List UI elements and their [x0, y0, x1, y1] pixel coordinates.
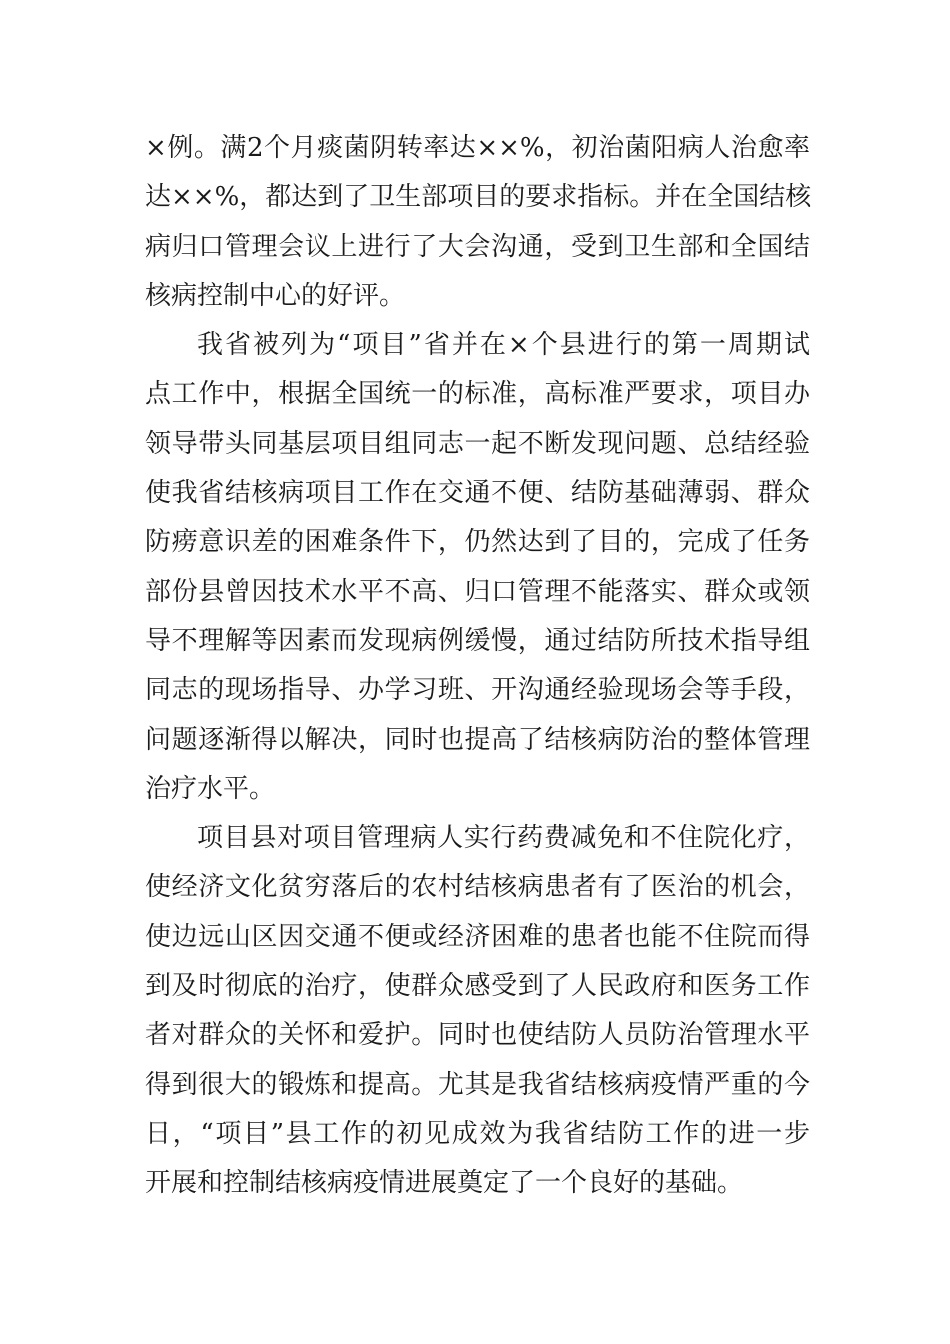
- paragraph-3: [145, 814, 810, 1208]
- text-line: 核病控制中心的好评。: [145, 280, 406, 311]
- text-line: 问题逐渐得以解决，同时也提高了结核病防治的整体管理: [145, 724, 810, 755]
- paragraph-2: [145, 321, 810, 814]
- text-line: 日，“项目”县工作的初见成效为我省结防工作的进一步: [145, 1118, 810, 1149]
- text-line: ×例。满2个月痰菌阴转率达××%，初治菌阳病人治愈率: [145, 133, 810, 163]
- text-line: 使经济文化贫穷落后的农村结核病患者有了医治的机会，: [145, 872, 810, 903]
- text-line: 导不理解等因素而发现病例缓慢，通过结防所技术指导组: [145, 625, 810, 656]
- text-line: 者对群众的关怀和爱护。同时也使结防人员防治管理水平: [145, 1020, 810, 1051]
- text-line: 部份县曾因技术水平不高、归口管理不能落实、群众或领: [145, 576, 810, 607]
- text-line: 我省被列为“项目”省并在×个县进行的第一周期试: [197, 330, 810, 361]
- text-line: 项目县对项目管理病人实行药费减免和不住院化疗，: [197, 823, 810, 854]
- text-line: 防痨意识差的困难条件下，仍然达到了目的，完成了任务: [145, 527, 810, 558]
- paragraph-1: [145, 124, 810, 321]
- text-line: 使我省结核病项目工作在交通不便、结防基础薄弱、群众: [145, 478, 810, 509]
- text-line: 领导带头同基层项目组同志一起不断发现问题、总结经验: [145, 428, 810, 459]
- text-line: 治疗水平。: [145, 773, 276, 804]
- text-line: 到及时彻底的治疗，使群众感受到了人民政府和医务工作: [145, 971, 810, 1002]
- text-line: 得到很大的锻炼和提高。尤其是我省结核病疫情严重的今: [145, 1069, 810, 1100]
- text-line: 同志的现场指导、办学习班、开沟通经验现场会等手段，: [145, 675, 810, 706]
- text-line: 开展和控制结核病疫情进展奠定了一个良好的基础。: [145, 1168, 744, 1199]
- text-line: 病归口管理会议上进行了大会沟通，受到卫生部和全国结: [145, 231, 810, 262]
- body-text: [145, 124, 810, 1209]
- text-line: 达××%，都达到了卫生部项目的要求指标。并在全国结核: [145, 182, 812, 213]
- text-line: 点工作中，根据全国统一的标准，高标准严要求，项目办: [145, 379, 810, 410]
- text-line: 使边远山区因交通不便或经济困难的患者也能不住院而得: [145, 921, 810, 952]
